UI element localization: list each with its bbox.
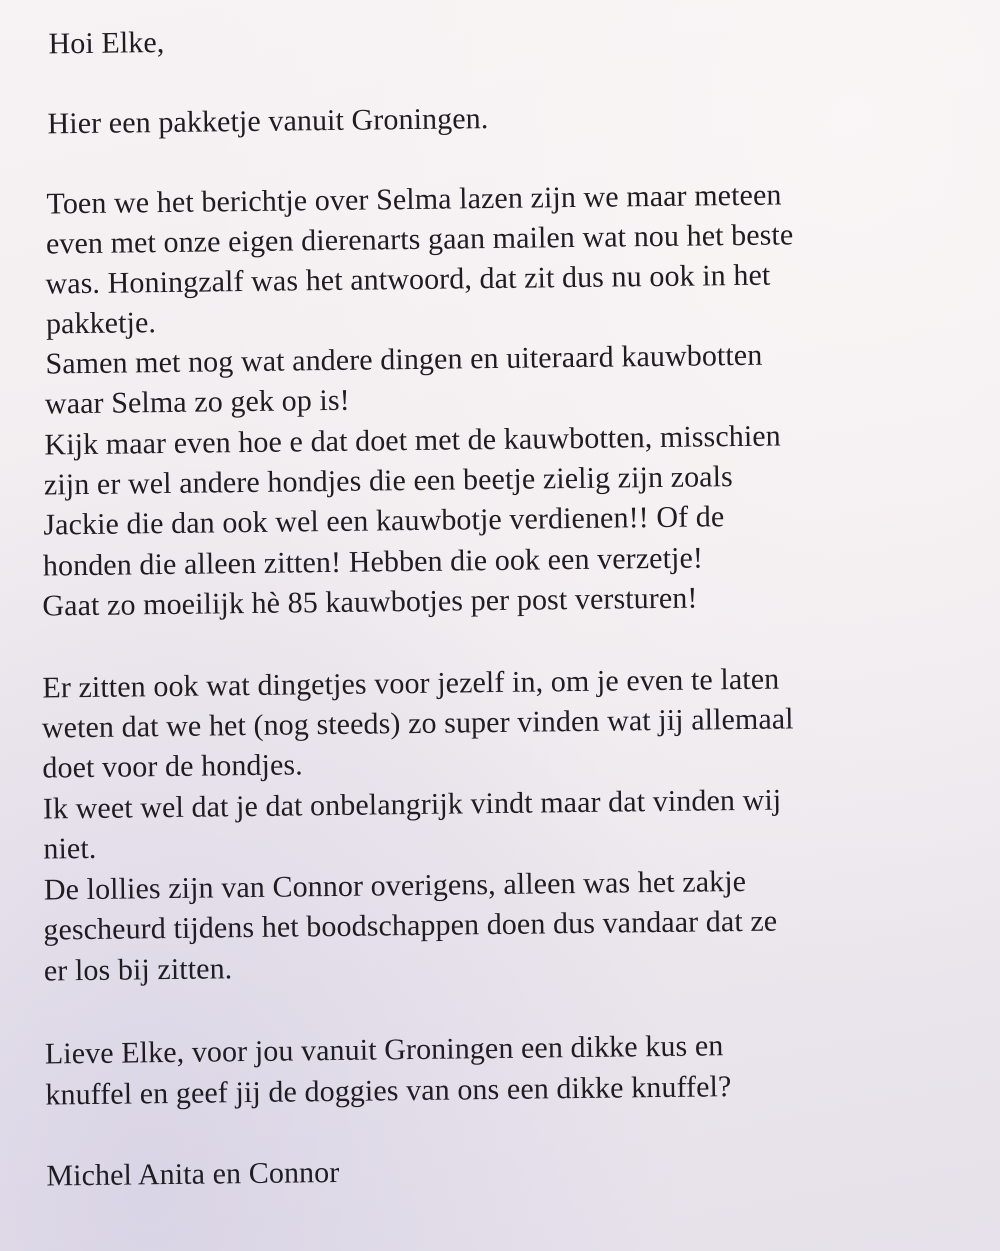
text-line: De lollies zijn van Connor overigens, alleen was het zakje: [43, 864, 747, 907]
text-line: was. Honingzalf was het antwoord, dat zit dus nu ook in het: [45, 258, 771, 301]
text-line: zijn er wel andere hondjes die een beetje zielig zijn zoals: [43, 460, 734, 502]
text-line: doet voor de hondjes.: [42, 748, 303, 785]
greeting: Hoi Elke,: [48, 25, 165, 61]
text-line: Jackie die dan ook wel een kauwbotje verdienen!! Of de: [43, 500, 725, 542]
text-line: honden die alleen zitten! Hebben die ook een verzetje!: [42, 541, 704, 583]
text-line: Hier een pakketje vanuit Groningen.: [47, 102, 489, 141]
text-line: niet.: [43, 831, 97, 866]
text-line: weten dat we het (nog steeds) zo super vinden wat jij allemaal: [41, 702, 794, 745]
text-line: knuffel en geef jij de doggies van ons een dikke knuffel?: [45, 1070, 732, 1112]
text-line: Er zitten ook wat dingetjes voor jezelf in, om je even te laten: [42, 662, 780, 705]
text-line: Samen met nog wat andere dingen en uiteraard kauwbotten: [45, 338, 763, 381]
text-line: Lieve Elke, voor jou vanuit Groningen een dikke kus en: [44, 1029, 724, 1071]
text-line: pakketje.: [45, 306, 157, 341]
text-line: er los bij zitten.: [43, 952, 233, 988]
text-line: Gaat zo moeilijk hè 85 kauwbotjes per post versturen!: [42, 581, 698, 623]
text-line: Ik weet wel dat je dat onbelangrijk vindt maar dat vinden wij: [42, 783, 782, 826]
text-line: even met onze eigen dierenarts gaan mailen wat nou het beste: [45, 218, 794, 261]
text-line: waar Selma zo gek op is!: [44, 383, 350, 421]
text-line: Kijk maar even hoe e dat doet met de kauwbotten, misschien: [44, 419, 781, 462]
text-line: gescheurd tijdens het boodschappen doen dus vandaar dat ze: [43, 904, 778, 947]
signature: Michel Anita en Connor: [46, 1155, 340, 1193]
text-line: Toen we het berichtje over Selma lazen zijn we maar meteen: [46, 178, 782, 221]
